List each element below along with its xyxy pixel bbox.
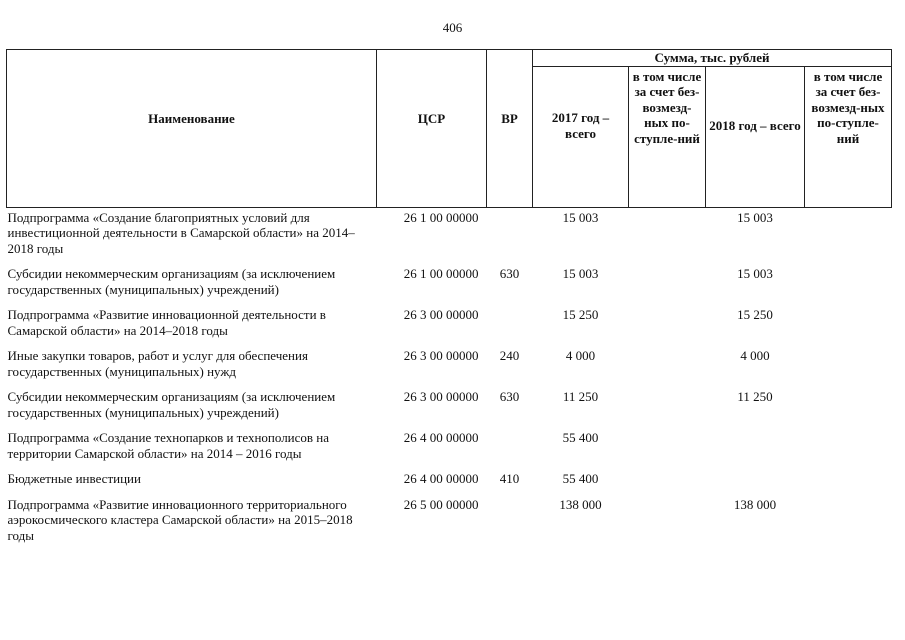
row-2017-free [629, 469, 706, 487]
row-2017: 11 250 [562, 389, 599, 404]
row-csr: 26 4 00 00000 [403, 430, 479, 445]
row-2018-free [805, 305, 892, 338]
row-2018: 15 003 [737, 266, 773, 281]
row-name: Подпрограмма «Развитие инновационного территориального аэрокосмического кластера Самарской области» на 2015–2018 годы [7, 496, 353, 543]
table-row [7, 469, 892, 487]
row-2017-free [629, 495, 706, 544]
row-csr: 26 3 00 00000 [403, 307, 479, 322]
row-2017-free [629, 387, 706, 420]
header-2018-total: 2018 год – всего [706, 66, 805, 207]
table-row [7, 264, 892, 297]
table-row [7, 346, 892, 379]
row-2018-free [805, 264, 892, 297]
row-vr [487, 207, 533, 256]
row-2017-free [629, 346, 706, 379]
header-2017-total: 2017 год – всего [533, 66, 629, 207]
row-2018-free [805, 428, 892, 461]
budget-table-container [6, 49, 892, 543]
header-vr: ВР [487, 50, 533, 208]
row-2018-free [805, 387, 892, 420]
row-2017: 15 003 [562, 266, 599, 281]
row-csr: 26 3 00 00000 [403, 389, 479, 404]
row-2018: 11 250 [737, 389, 773, 404]
row-csr: 26 1 00 00000 [403, 209, 479, 225]
table-row [7, 387, 892, 420]
row-2018: 4 000 [740, 348, 770, 363]
row-vr [487, 428, 533, 461]
row-2018-free [805, 207, 892, 256]
header-sum: Сумма, тыс. рублей [533, 50, 892, 67]
row-vr: 410 [499, 471, 520, 486]
row-vr: 630 [499, 389, 520, 404]
row-csr: 26 4 00 00000 [403, 471, 479, 486]
row-2017: 55 400 [562, 430, 599, 445]
row-2017-free [629, 305, 706, 338]
row-2017: 55 400 [562, 471, 599, 486]
row-2017: 4 000 [565, 348, 596, 363]
budget-table [6, 49, 892, 543]
row-vr: 630 [499, 266, 520, 281]
row-vr [487, 305, 533, 338]
page-number: 406 [442, 20, 463, 35]
table-body [7, 207, 892, 543]
row-name: Иные закупки товаров, работ и услуг для обеспечения государственных (муниципальных) нужд [7, 348, 308, 379]
row-2018 [706, 469, 805, 487]
row-csr: 26 1 00 00000 [403, 266, 479, 281]
table-row [7, 428, 892, 461]
row-2017-free [629, 264, 706, 297]
row-2018-free [805, 495, 892, 544]
table-row [7, 305, 892, 338]
row-2017-free [629, 428, 706, 461]
header-2018-free: в том числе за счет без-возмезд-ных по-ступле-ний [805, 66, 892, 207]
row-2017: 138 000 [559, 496, 602, 512]
header-csr: ЦСР [377, 50, 487, 208]
table-row [7, 495, 892, 544]
row-2017-free [629, 207, 706, 256]
row-2018 [706, 428, 805, 461]
row-vr [487, 495, 533, 544]
row-name: Подпрограмма «Создание благоприятных условий для инвестиционной деятельности в Самарской области» на 2014–2018 годы [7, 209, 355, 256]
row-name: Бюджетные инвестиции [7, 471, 141, 486]
table-header [7, 50, 892, 208]
row-name: Субсидии некоммерческим организациям (за исключением государственных (муниципальных) учреждений) [7, 266, 336, 297]
row-2017: 15 003 [562, 209, 599, 225]
row-vr: 240 [499, 348, 520, 363]
row-2017: 15 250 [562, 307, 599, 322]
table-row [7, 207, 892, 256]
row-name: Субсидии некоммерческим организациям (за исключением государственных (муниципальных) учреждений) [7, 389, 336, 420]
row-name: Подпрограмма «Развитие инновационной деятельности в Самарской области» на 2014–2018 годы [7, 307, 326, 338]
row-2018: 15 250 [737, 307, 773, 322]
header-2017-free: в том числе за счет без-возмезд-ных по-ступле-ний [629, 66, 706, 207]
row-csr: 26 3 00 00000 [403, 348, 479, 363]
row-name: Подпрограмма «Создание технопарков и технополисов на территории Самарской области» на 2014 – 2016 годы [7, 430, 330, 461]
row-2018: 15 003 [737, 209, 773, 225]
row-2018: 138 000 [733, 496, 777, 512]
row-csr: 26 5 00 00000 [403, 496, 479, 512]
row-2018-free [805, 469, 892, 487]
row-2018-free [805, 346, 892, 379]
header-name: Наименование [7, 50, 377, 208]
